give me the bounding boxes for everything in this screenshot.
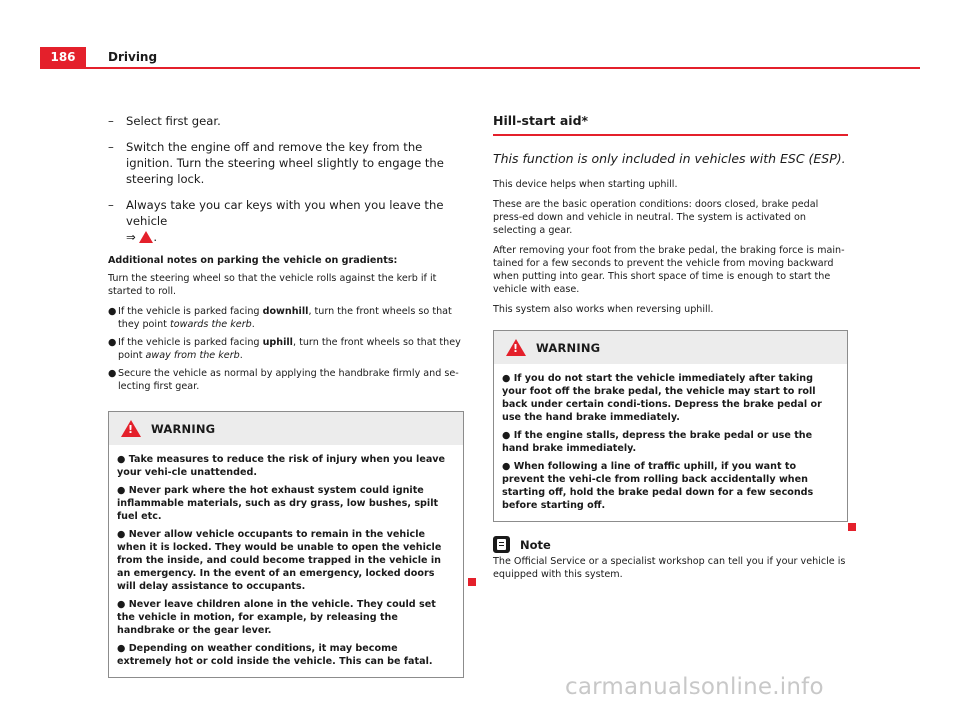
chapter-title: Driving	[108, 50, 158, 64]
bullet-dot: ●	[108, 368, 117, 379]
warning-item	[502, 429, 839, 455]
bullet-italic: towards the kerb	[170, 319, 252, 330]
warning-item	[117, 642, 455, 668]
bullet-text-c: , turn the front wheels so that they point	[118, 337, 461, 361]
watermark: carmanualsonline.info	[565, 674, 824, 700]
left-column	[108, 113, 464, 678]
right-column	[493, 113, 848, 588]
paragraph: These are the basic operation conditions: doors closed, brake pedal press-ed down and vehicle in neutral. The system is activated on selecting a gear.	[493, 199, 819, 236]
ref-end: .	[153, 230, 158, 244]
warning-text: If you do not start the vehicle immediately after taking your foot off the brake pedal, the vehicle may start to roll back under certain condi-tions. Depress the brake pedal or use the hand brake immediately.	[502, 373, 822, 423]
bullet-dot: ●	[117, 643, 126, 654]
bullet-dot: ●	[108, 337, 117, 348]
bullet-dot: ●	[117, 529, 126, 540]
warning-body	[109, 445, 463, 677]
bullet-bold: uphill	[262, 337, 293, 348]
bullet-dot: ●	[117, 454, 126, 465]
bullet-item	[108, 336, 464, 362]
warning-title: WARNING	[151, 421, 216, 436]
ref-arrow: ⇒	[126, 230, 136, 244]
bullet-text-e: .	[239, 350, 243, 361]
bullet-text-e: .	[251, 319, 255, 330]
page-number: 186	[40, 47, 86, 67]
dash-marker: –	[108, 140, 114, 154]
step-item	[108, 139, 464, 187]
warning-body	[494, 364, 847, 521]
intro-paragraph: Turn the steering wheel so that the vehicle rolls against the kerb if it started to roll.	[108, 273, 437, 297]
step-item	[108, 113, 464, 129]
bullet-text-a: If the vehicle is parked facing	[118, 306, 263, 317]
bullet-italic: away from the kerb	[145, 350, 240, 361]
bullet-dot: ●	[117, 599, 126, 610]
warning-text: When following a line of traffic uphill, if you want to prevent the vehi-cle from rolling back accidentally when starting off, hold the brake pedal down for a few seconds before starting off.	[502, 461, 814, 511]
bullet-text-c: , turn the front wheels so that they point	[118, 306, 452, 330]
warning-box	[493, 330, 848, 522]
bullet-text-a: If the vehicle is parked facing	[118, 337, 263, 348]
dash-marker: –	[108, 198, 114, 212]
warning-item	[117, 484, 455, 523]
bullet-dot: ●	[502, 373, 511, 384]
bullet-dot: ●	[108, 306, 117, 317]
bullet-dot: ●	[502, 430, 511, 441]
warning-box	[108, 411, 464, 678]
bullet-bold: downhill	[262, 306, 309, 317]
step-text: Select first gear.	[126, 114, 221, 128]
warning-icon	[506, 339, 526, 356]
step-text: Switch the engine off and remove the key from the ignition. Turn the steering wheel slightly to engage the steering lock.	[126, 140, 444, 186]
warning-item	[502, 372, 839, 424]
warning-item	[117, 528, 455, 593]
warning-text: If the engine stalls, depress the brake pedal or use the hand brake immediately.	[502, 430, 813, 454]
paragraph: This system also works when reversing uphill.	[493, 304, 714, 315]
warning-item	[117, 598, 455, 637]
note-header	[493, 536, 848, 553]
bullet-item	[108, 367, 464, 393]
step-text: Always take you car keys with you when you leave the vehicle	[126, 198, 444, 228]
end-marker-left	[468, 578, 476, 586]
bullet-dot: ●	[117, 485, 126, 496]
warning-icon	[121, 420, 141, 437]
note-icon	[493, 536, 510, 553]
end-marker-right	[848, 523, 856, 531]
paragraph: This device helps when starting uphill.	[493, 179, 678, 190]
warning-title: WARNING	[536, 340, 601, 355]
warning-item	[502, 460, 839, 512]
subheading: Additional notes on parking the vehicle on gradients:	[108, 255, 398, 266]
warning-header	[494, 331, 847, 364]
warning-text: Never park where the hot exhaust system could ignite inflammable materials, such as dry grass, low bushes, spilt fuel etc.	[117, 485, 439, 522]
section-title: Hill-start aid*	[493, 113, 848, 136]
warning-text: Depending on weather conditions, it may become extremely hot or cold inside the vehicle. This can be fatal.	[117, 643, 433, 667]
paragraph: After removing your foot from the brake pedal, the braking force is main-tained for a few seconds to prevent the vehicle from moving backward when putting into gear. This short space of time is enough to start the vehicle with ease.	[493, 245, 845, 295]
warning-item	[117, 453, 455, 479]
dash-marker: –	[108, 114, 114, 128]
bullet-dot: ●	[502, 461, 511, 472]
warning-header	[109, 412, 463, 445]
warning-ref-icon[interactable]	[139, 231, 153, 243]
warning-text: Never allow vehicle occupants to remain in the vehicle when it is locked. They would be unable to open the vehicle from the inside, and could become trapped in the vehicle in an emergency. In the event of an emergency, locked doors will delay assistance to occupants.	[117, 529, 442, 592]
bullet-text: Secure the vehicle as normal by applying the handbrake firmly and se-lecting first gear.	[118, 368, 459, 392]
section-subtitle: This function is only included in vehicles with ESC (ESP).	[493, 151, 846, 166]
warning-text: Take measures to reduce the risk of injury when you leave your vehi-cle unattended.	[117, 454, 446, 478]
bullet-item	[108, 305, 464, 331]
note-title: Note	[520, 537, 551, 552]
note-text: The Official Service or a specialist workshop can tell you if your vehicle is equipped with this system.	[493, 556, 846, 580]
warning-text: Never leave children alone in the vehicle. They could set the vehicle in motion, for example, by releasing the handbrake or the gear lever.	[117, 599, 436, 636]
step-item	[108, 197, 464, 245]
header-rule	[40, 67, 920, 69]
